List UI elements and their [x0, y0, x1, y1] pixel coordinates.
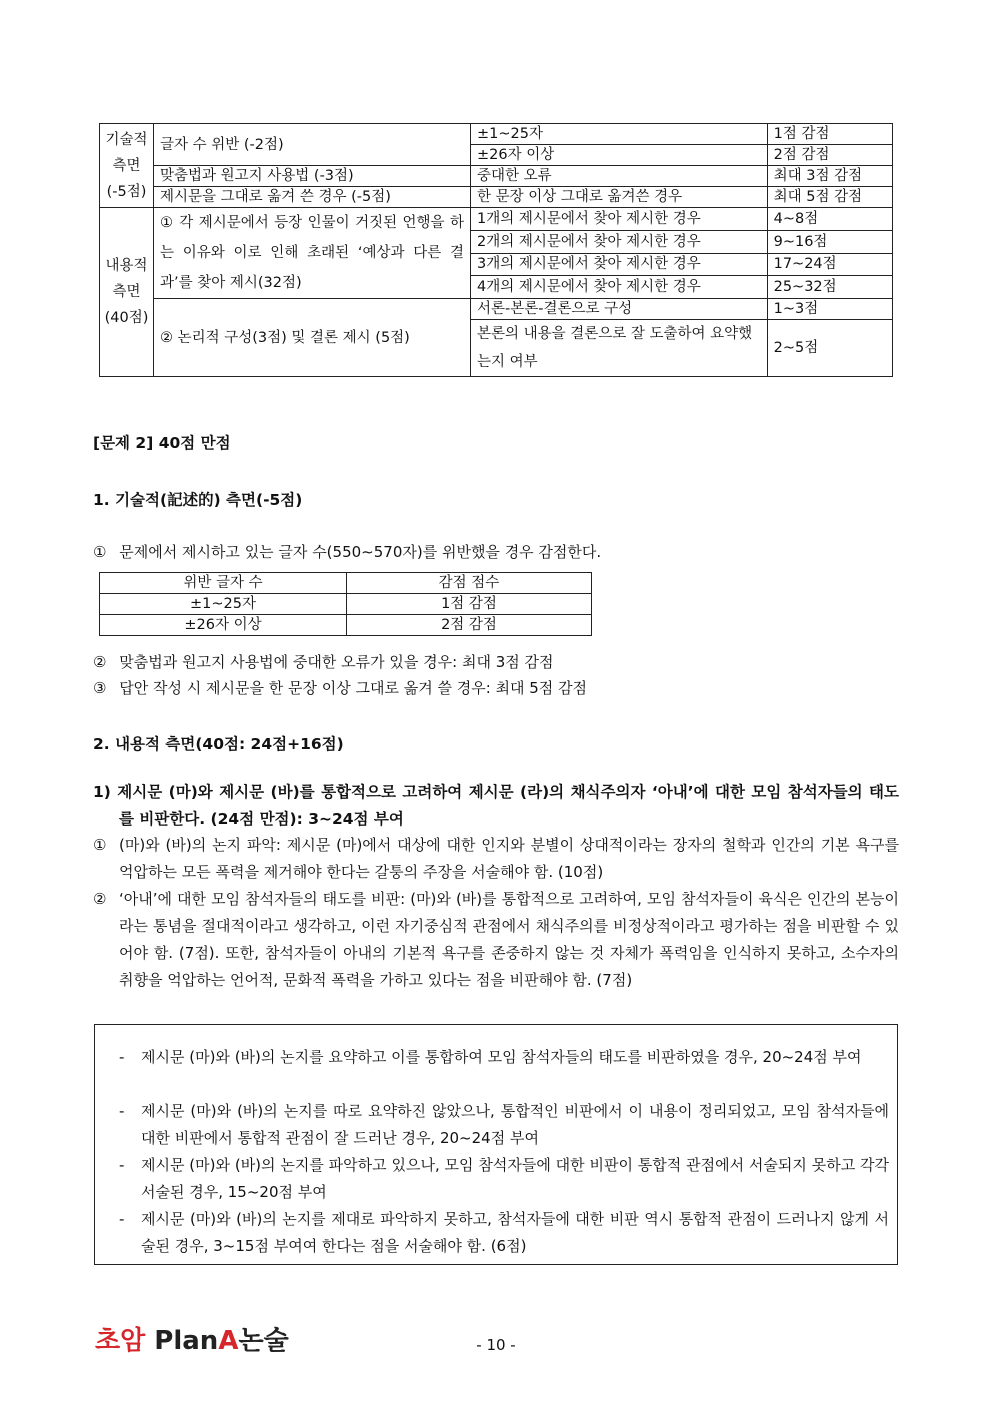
logo-part-2: Plan: [154, 1326, 219, 1356]
item-length: 글자 수 위반 (-2점): [154, 124, 471, 166]
category-tech-line2: 측면: [112, 157, 141, 174]
sub1-p1-text: (마)와 (바)의 논지 파악: 제시문 (마)에서 대상에 대한 인지와 분별이 상대적이라는 장자의 철학과 인간의 기본 욕구를 억압하는 모든 폭력을 제거해야 한다는 갈퉁의 주장을 서술해야 함. (10점): [119, 836, 899, 881]
small-cell: 1점 감점: [347, 594, 592, 615]
score-copy: 최대 5점 감점: [767, 187, 892, 208]
criteria-item: [119, 1044, 889, 1071]
item-copy: 제시문을 그대로 옮겨 쓴 경우 (-5점): [154, 187, 471, 208]
sec1-p1-num: ①: [93, 543, 107, 561]
cond-content-4: 4개의 제시문에서 찾아 제시한 경우: [471, 276, 768, 299]
sec1-p3-num: ③: [93, 679, 107, 697]
score-spelling: 최대 3점 감점: [767, 166, 892, 187]
cond-logic-2: 본론의 내용을 결론으로 잘 도출하여 요약했는지 여부: [471, 320, 768, 377]
criteria-text: 제시문 (마)와 (바)의 논지를 파악하고 있으나, 모임 참석자들에 대한 비판이 통합적 관점에서 서술되지 못하고 각각 서술된 경우, 15~20점 부여: [141, 1156, 889, 1201]
category-content: [100, 208, 154, 377]
category-content-line3: (40점): [104, 310, 149, 326]
grading-table: [99, 123, 893, 377]
score-length-1: 1점 감점: [767, 124, 892, 145]
sec1-p2: [93, 651, 554, 672]
criteria-item: [119, 1152, 889, 1206]
logo-part-4: 논술: [238, 1326, 289, 1356]
category-content-line2: 측면: [112, 284, 141, 300]
sec1-title: 1. 기술적(記述的) 측면(-5점): [93, 491, 303, 509]
criteria-dash: -: [119, 1210, 125, 1228]
score-length-2: 2점 감점: [767, 145, 892, 166]
criteria-item: [119, 1206, 889, 1260]
small-header-1: 위반 글자 수: [100, 573, 347, 594]
sub1-p2: [93, 886, 899, 994]
criteria-item: [119, 1098, 889, 1152]
cond-length-1: ±1~25자: [471, 124, 768, 145]
criteria-box: [94, 1024, 898, 1265]
sub1-p2-num: ②: [93, 890, 107, 908]
cond-copy: 한 문장 이상 그대로 옮겨쓴 경우: [471, 187, 768, 208]
small-header-2: 감점 점수: [347, 573, 592, 594]
sec1-p1: [93, 541, 601, 562]
category-tech-line3: (-5점): [106, 183, 147, 200]
small-cell: ±26자 이상: [100, 615, 347, 636]
sub1-p1-num: ①: [93, 836, 107, 854]
cond-content-2: 2개의 제시문에서 찾아 제시한 경우: [471, 230, 768, 253]
item-content-1: ① 각 제시문에서 등장 인물이 거짓된 언행을 하는 이유와 이로 인해 초래된 ‘예상과 다른 결과’를 찾아 제시(32점): [154, 208, 471, 299]
cond-length-2: ±26자 이상: [471, 145, 768, 166]
logo-part-3: A: [218, 1326, 239, 1356]
criteria-text: 제시문 (마)와 (바)의 논지를 요약하고 이를 통합하여 모임 참석자들의 태도를 비판하였을 경우, 20~24점 부여: [141, 1048, 862, 1066]
small-cell: ±1~25자: [100, 594, 347, 615]
sub1-p1: [93, 832, 899, 886]
criteria-dash: -: [119, 1102, 125, 1120]
score-logic-2: 2~5점: [767, 320, 892, 377]
score-content-4: 25~32점: [767, 276, 892, 299]
score-content-3: 17~24점: [767, 253, 892, 276]
length-penalty-table: [99, 572, 592, 636]
sub1-title-text: 1) 제시문 (마)와 제시문 (바)를 통합적으로 고려하여 제시문 (라)의 채식주의자 ‘아내’에 대한 모임 참석자들의 태도를 비판한다. (24점 만점): 3~24점 부여: [93, 783, 899, 828]
category-content-line1: 내용적: [105, 258, 148, 274]
score-logic-1: 1~3점: [767, 299, 892, 320]
cond-content-3: 3개의 제시문에서 찾아 제시한 경우: [471, 253, 768, 276]
cond-content-1: 1개의 제시문에서 찾아 제시한 경우: [471, 208, 768, 231]
sec1-p3: [93, 677, 587, 698]
q2-title: [문제 2] 40점 만점: [93, 434, 231, 452]
score-content-1: 4~8점: [767, 208, 892, 231]
sec1-p3-text: 답안 작성 시 제시문을 한 문장 이상 그대로 옮겨 쓸 경우: 최대 5점 감점: [119, 679, 588, 697]
sec1-p2-num: ②: [93, 653, 107, 671]
sub1-p2-text: ‘아내’에 대한 모임 참석자들의 태도를 비판: (마)와 (바)를 통합적으로 고려하여, 모임 참석자들이 육식은 인간의 본능이라는 통념을 절대적이라고 생각하고, 이런 자기중심적 관점에서 채식주의를 비정상적이라고 평가하는 점을 비판할 수 있어야 함. (7점). 또한, 참석자들이 아내의 기본적 욕구를 존중하지 않는 것 자체가 폭력임을 인식하지 못하고, 소수자의 취향을 억압하는 언어적, 문화적 폭력을 가하고 있다는 점을 비판해야 함. (7점): [119, 890, 899, 989]
sec1-p1-text: 문제에서 제시하고 있는 글자 수(550∼570자)를 위반했을 경우 감점한다.: [119, 543, 602, 561]
item-spelling: 맞춤법과 원고지 사용법 (-3점): [154, 166, 471, 187]
criteria-text: 제시문 (마)와 (바)의 논지를 제대로 파악하지 못하고, 참석자들에 대한 비판 역시 통합적 관점이 드러나지 않게 서술된 경우, 3~15점 부여여 한다는 점을 서술해야 함. (6점): [141, 1210, 889, 1255]
sec2-title: 2. 내용적 측면(40점: 24점+16점): [93, 735, 344, 753]
item-content-logic: ② 논리적 구성(3점) 및 결론 제시 (5점): [154, 299, 471, 377]
score-content-2: 9~16점: [767, 230, 892, 253]
criteria-text: 제시문 (마)와 (바)의 논지를 따로 요약하진 않았으나, 통합적인 비판에서 이 내용이 정리되었고, 모임 참석자들에 대한 비판에서 통합적 관점이 잘 드러난 경우, 20~24점 부여: [141, 1102, 889, 1147]
sec1-p2-text: 맞춤법과 원고지 사용법에 중대한 오류가 있을 경우: 최대 3점 감점: [119, 653, 554, 671]
page-number: - 10 -: [476, 1336, 516, 1354]
cond-logic-1: 서론-본론-결론으로 구성: [471, 299, 768, 320]
criteria-dash: -: [119, 1156, 125, 1174]
small-cell: 2점 감점: [347, 615, 592, 636]
category-tech-line1: 기술적: [105, 131, 148, 148]
sub1-title: [93, 779, 899, 833]
category-tech: [100, 124, 154, 208]
criteria-dash: -: [119, 1048, 125, 1066]
logo-part-1: 초암: [95, 1326, 146, 1356]
cond-spelling: 중대한 오류: [471, 166, 768, 187]
